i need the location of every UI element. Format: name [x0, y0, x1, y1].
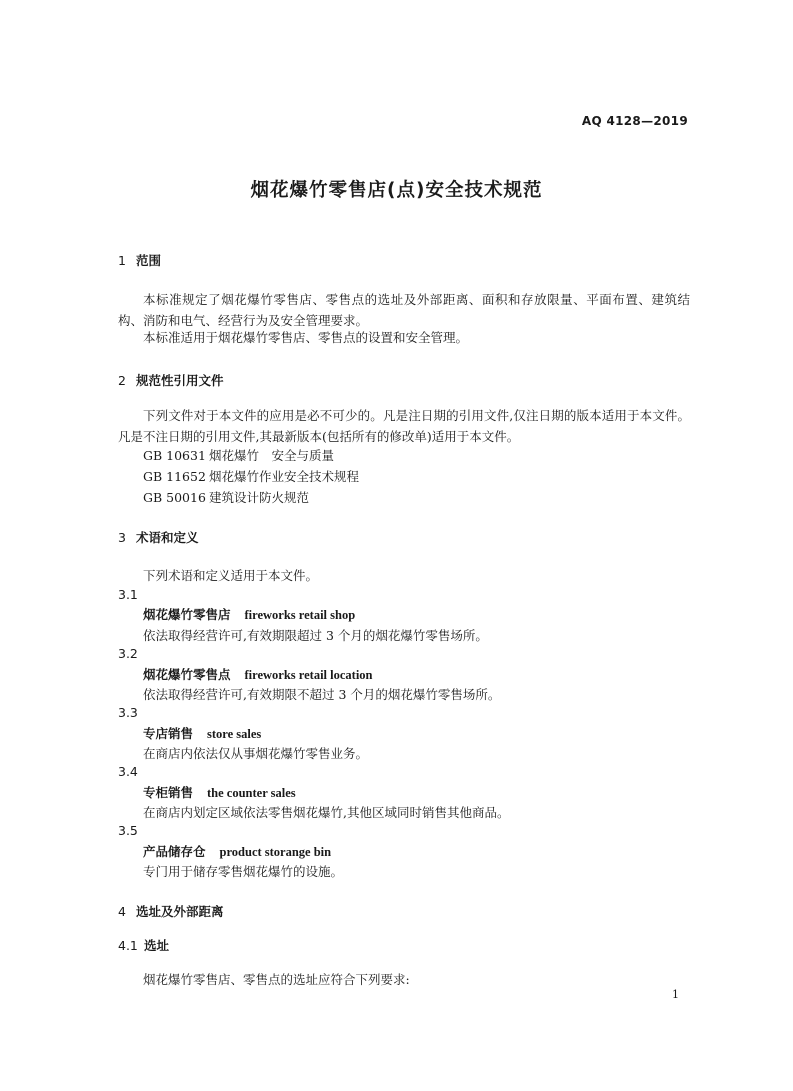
section-title: 选址及外部距离	[136, 904, 224, 919]
page-number: 1	[672, 988, 679, 1001]
reference-name: 烟花爆竹作业安全技术规程	[209, 469, 360, 484]
section-1-paragraph-2: 本标准适用于烟花爆竹零售店、零售点的设置和安全管理。	[143, 330, 469, 345]
standard-code: AQ 4128—2019	[581, 114, 688, 128]
term-heading	[143, 605, 355, 623]
section-2-heading	[118, 371, 224, 389]
reference-code: GB 50016	[143, 490, 206, 505]
reference-code: GB 11652	[143, 469, 206, 484]
term-chinese: 专店销售	[143, 726, 194, 741]
term-english: fireworks retail location	[244, 668, 373, 682]
reference-item	[143, 446, 334, 464]
section-4-heading	[118, 902, 224, 920]
section-1-paragraph-1: 本标准规定了烟花爆竹零售店、零售点的选址及外部距离、面积和存放限量、平面布置、建筑结构、消防和电气、经营行为及安全管理要求。	[118, 292, 690, 328]
term-number: 3.4	[118, 764, 138, 779]
term-number: 3.2	[118, 646, 138, 661]
term-number: 3.1	[118, 587, 138, 602]
term-heading	[143, 724, 261, 742]
term-english: fireworks retail shop	[244, 608, 356, 622]
term-chinese: 产品储存仓	[143, 844, 206, 859]
term-heading	[143, 842, 331, 860]
section-1-heading	[118, 251, 161, 269]
term-definition: 依法取得经营许可,有效期限超过 3 个月的烟花爆竹零售场所。	[143, 628, 488, 643]
term-chinese: 烟花爆竹零售店	[143, 607, 231, 622]
term-definition: 在商店内依法仅从事烟花爆竹零售业务。	[143, 746, 369, 761]
section-3-heading	[118, 528, 199, 546]
reference-item	[143, 488, 309, 506]
term-english: the counter sales	[207, 786, 296, 800]
section-number: 2	[118, 373, 126, 388]
reference-code: GB 10631	[143, 448, 206, 463]
term-english: store sales	[207, 727, 262, 741]
section-number: 4	[118, 904, 126, 919]
section-3-intro: 下列术语和定义适用于本文件。	[143, 568, 319, 583]
term-definition: 专门用于储存零售烟花爆竹的设施。	[143, 864, 344, 879]
term-heading	[143, 783, 296, 801]
term-heading	[143, 665, 373, 683]
term-chinese: 专柜销售	[143, 785, 194, 800]
term-definition: 在商店内划定区域依法零售烟花爆竹,其他区域同时销售其他商品。	[143, 805, 510, 820]
reference-name: 烟花爆竹 安全与质量	[209, 448, 335, 463]
section-number: 1	[118, 253, 126, 268]
section-2-paragraph: 下列文件对于本文件的应用是必不可少的。凡是注日期的引用文件,仅注日期的版本适用于本文件。凡是不注日期的引用文件,其最新版本(包括所有的修改单)适用于本文件。	[118, 408, 690, 444]
subsection-number: 4.1	[118, 938, 138, 953]
subsection-4-1-paragraph: 烟花爆竹零售店、零售点的选址应符合下列要求:	[143, 972, 410, 987]
reference-item	[143, 467, 359, 485]
subsection-title: 选址	[144, 938, 170, 953]
term-number: 3.3	[118, 705, 138, 720]
section-title: 术语和定义	[136, 530, 199, 545]
term-definition: 依法取得经营许可,有效期限不超过 3 个月的烟花爆竹零售场所。	[143, 687, 501, 702]
term-number: 3.5	[118, 823, 138, 838]
document-title: 烟花爆竹零售店(点)安全技术规范	[250, 180, 543, 201]
section-title: 范围	[136, 253, 162, 268]
term-english: product storange bin	[219, 845, 332, 859]
section-number: 3	[118, 530, 126, 545]
section-title: 规范性引用文件	[136, 373, 224, 388]
term-chinese: 烟花爆竹零售点	[143, 667, 231, 682]
subsection-4-1-heading	[118, 936, 169, 954]
reference-name: 建筑设计防火规范	[209, 490, 310, 505]
